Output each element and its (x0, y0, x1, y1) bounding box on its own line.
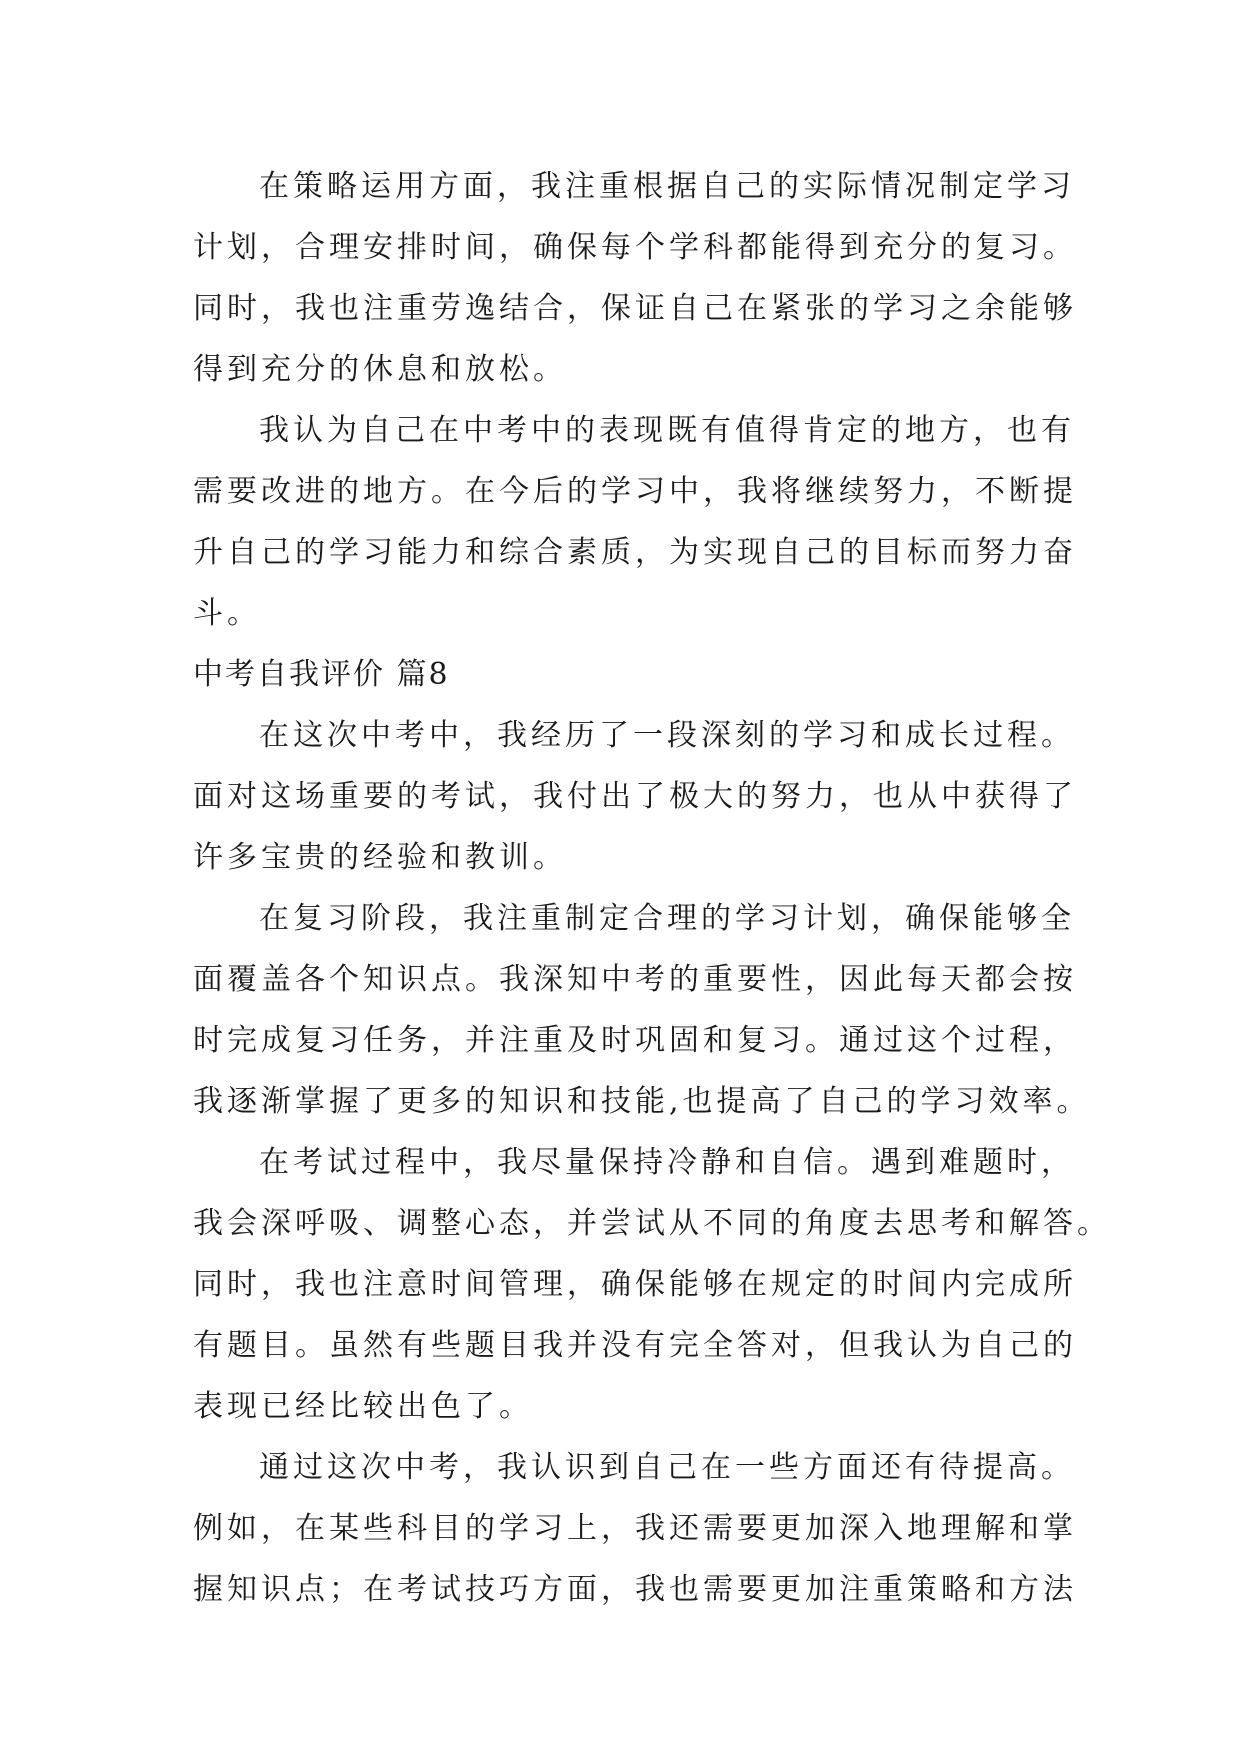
section-heading: 中考自我评价 篇8 (193, 657, 450, 692)
text-line: 在考试过程中，我尽量保持冷静和自信。遇到难题时， (259, 1145, 1075, 1180)
text-line: 同时，我也注意时间管理，确保能够在规定的时间内完成所 (193, 1267, 1077, 1302)
text-line: 在策略运用方面，我注重根据自己的实际情况制定学习 (259, 169, 1075, 204)
text-line: 计划，合理安排时间，确保每个学科都能得到充分的复习。 (193, 230, 1077, 265)
text-line: 斗。 (193, 596, 261, 631)
text-line: 同时，我也注重劳逸结合，保证自己在紧张的学习之余能够 (193, 291, 1077, 326)
text-line: 有题目。虽然有些题目我并没有完全答对，但我认为自己的 (193, 1328, 1077, 1363)
text-line: 我会深呼吸、调整心态，并尝试从不同的角度去思考和解答。 (193, 1206, 1111, 1241)
text-line: 握知识点；在考试技巧方面，我也需要更加注重策略和方法 (193, 1572, 1077, 1607)
text-line: 升自己的学习能力和综合素质，为实现自己的目标而努力奋 (193, 535, 1077, 570)
text-line: 表现已经比较出色了。 (193, 1389, 533, 1424)
text-line: 得到充分的休息和放松。 (193, 352, 567, 387)
text-line: 面覆盖各个知识点。我深知中考的重要性，因此每天都会按 (193, 962, 1077, 997)
document-body (193, 156, 1111, 1620)
text-line: 时完成复习任务，并注重及时巩固和复习。通过这个过程， (193, 1023, 1077, 1058)
text-line: 例如，在某些科目的学习上，我还需要更加深入地理解和掌 (193, 1511, 1077, 1546)
text-line: 在复习阶段，我注重制定合理的学习计划，确保能够全 (259, 901, 1075, 936)
text-line: 面对这场重要的考试，我付出了极大的努力，也从中获得了 (193, 779, 1077, 814)
text-line: 我认为自己在中考中的表现既有值得肯定的地方，也有 (259, 413, 1075, 448)
text-line: 需要改进的地方。在今后的学习中，我将继续努力，不断提 (193, 474, 1077, 509)
text-line: 我逐渐掌握了更多的知识和技能,也提高了自己的学习效率。 (193, 1084, 1091, 1119)
text-line: 许多宝贵的经验和教训。 (193, 840, 567, 875)
text-line: 通过这次中考，我认识到自己在一些方面还有待提高。 (259, 1450, 1075, 1485)
text-line: 在这次中考中，我经历了一段深刻的学习和成长过程。 (259, 718, 1075, 753)
